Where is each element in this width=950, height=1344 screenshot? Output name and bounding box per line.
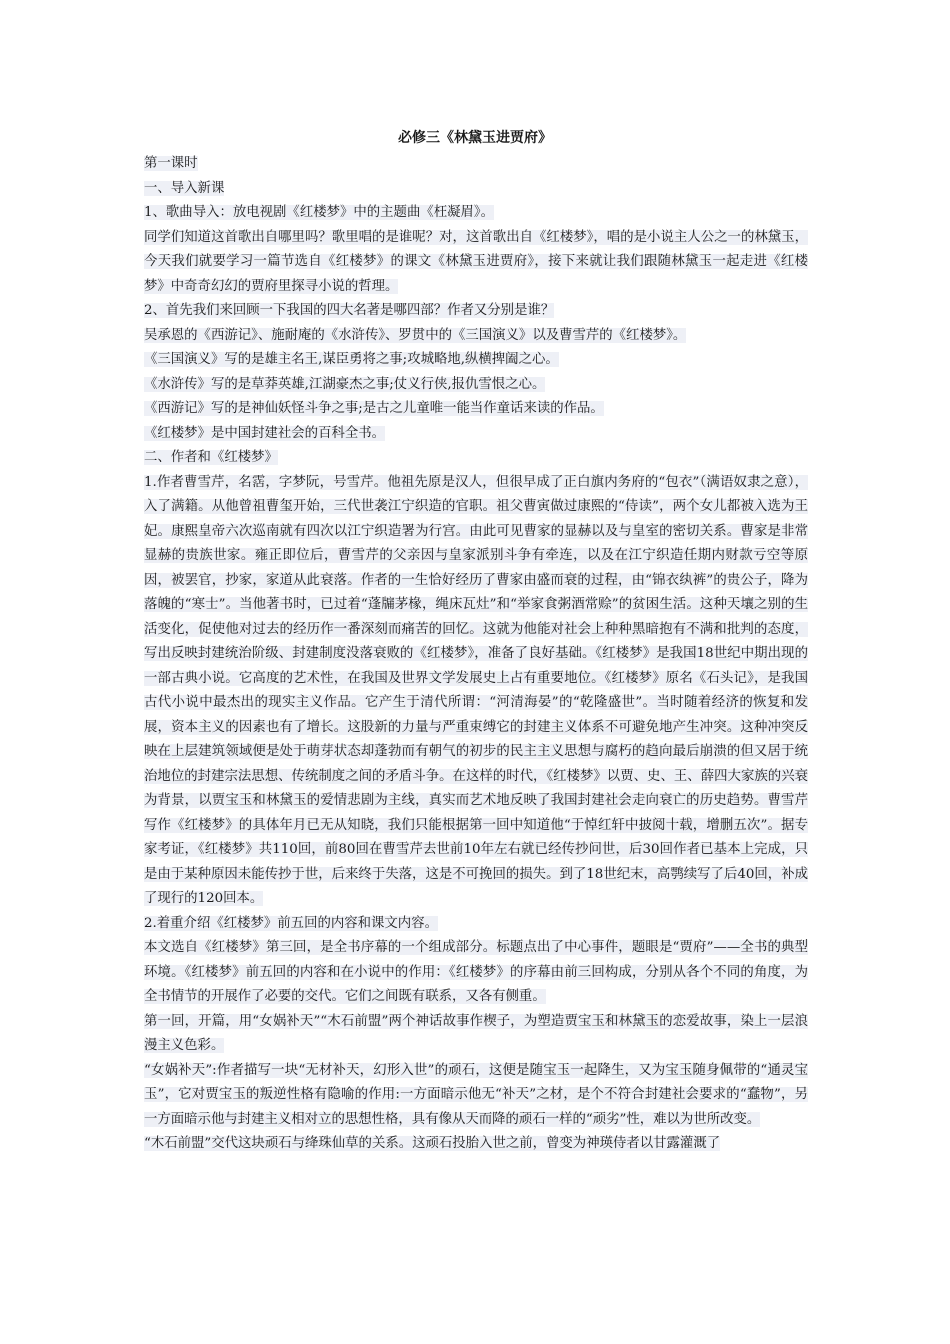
- section-heading-intro: 一、导入新课: [144, 180, 225, 196]
- body-line: 2、首先我们来回顾一下我国的四大名著是哪四部？作者又分别是谁？: [144, 303, 555, 318]
- document-body: [144, 152, 808, 1157]
- body-line: 《西游记》写的是神仙妖怪斗争之事;是古之儿童唯一能当作童话来读的作品。: [144, 401, 604, 416]
- body-paragraph: 第一回，开篇，用“女娲补天”“木石前盟”两个神话故事作楔子，为塑造贾宝玉和林黛玉的恋爱故事，染上一层浪漫主义色彩。: [144, 1013, 808, 1053]
- body-line: 《红楼梦》是中国封建社会的百科全书。: [144, 425, 386, 441]
- body-paragraph: “女娲补天”:作者描写一块“无材补天，幻形入世”的顽石，这便是随宝玉一起降生，又为宝玉随身佩带的“通灵宝玉”，它对贾宝玉的叛逆性格有隐喻的作用:一方面暗示他无“补天”之材，是个不符合封建社会要求的“蠢物”，另一方面暗示他与封建主义相对立的思想性格，具有像从天而降的顽石一样的“顽劣”性，难以为世所改变。: [144, 1062, 808, 1127]
- section-heading-author: 二、作者和《红楼梦》: [144, 450, 278, 465]
- document-title: 必修三《林黛玉进贾府》: [398, 130, 552, 146]
- body-paragraph: 同学们知道这首歌出自哪里吗？歌里唱的是谁呢？对，这首歌出自《红楼梦》，唱的是小说主人公之一的林黛玉，今天我们就要学习一篇节选自《红楼梦》的课文《林黛玉进贾府》，接下来就让我们跟随林黛玉一起走进《红楼梦》中奇奇幻幻的贾府里探寻小说的哲理。: [144, 229, 808, 294]
- body-line: 1、歌曲导入：放电视剧《红楼梦》中的主题曲《枉凝眉》。: [144, 205, 494, 220]
- body-paragraph: 本文选自《红楼梦》第三回，是全书序幕的一个组成部分。标题点出了中心事件，题眼是“贾府”——全书的典型环境。《红楼梦》前五回的内容和在小说中的作用：《红楼梦》的序幕由前三回构成，分别从各个不同的角度，为全书情节的开展作了必要的交代。它们之间既有联系，又各有侧重。: [144, 940, 808, 1004]
- body-line: 吴承恩的《西游记》、施耐庵的《水浒传》、罗贯中的《三国演义》以及曹雪芹的《红楼梦》。: [144, 327, 687, 343]
- body-paragraph: “木石前盟”交代这块顽石与绛珠仙草的关系。这顽石投胎入世之前，曾变为神瑛侍者以甘露灌溉了: [144, 1136, 721, 1151]
- body-line: 2.着重介绍《红楼梦》前五回的内容和课文内容。: [144, 915, 438, 931]
- section-heading-lesson: 第一课时: [144, 156, 198, 171]
- body-line: 《三国演义》写的是雄主名王,谋臣勇将之事;攻城略地,纵横捭阖之心。: [144, 352, 559, 367]
- body-line: 《水浒传》写的是草莽英雄,江湖豪杰之事;仗义行侠,报仇雪恨之心。: [144, 376, 546, 392]
- body-paragraph: 1.作者曹雪芹，名霑，字梦阮，号雪芹。他祖先原是汉人，但很早成了正白旗内务府的“包衣”（满语奴隶之意），入了满籍。从他曾祖曹玺开始，三代世袭江宁织造的官职。祖父曹寅做过康熙的“侍读”，两个女儿都被入选为王妃。康熙皇帝六次巡南就有四次以江宁织造署为行宫。由此可见曹家的显赫以及与皇室的密切关系。曹家是非常显赫的贵族世家。雍正即位后，曹雪芹的父亲因与皇家派别斗争有牵连，以及在江宁织造任期内财款亏空等原因，被罢官，抄家，家道从此衰落。作者的一生恰好经历了曹家由盛而衰的过程，由“锦衣纨裤”的贵公子，降为落魄的“寒士”。当他著书时，已过着“蓬牖茅椽，绳床瓦灶”和“举家食粥酒常赊”的贫困生活。这种天壤之别的生活变化，促使他对过去的经历作一番深刻而痛苦的回忆。这就为他能对社会上种种黑暗抱有不满和批判的态度，写出反映封建统治阶级、封建制度没落衰败的《红楼梦》，准备了良好基础。《红楼梦》是我国18世纪中期出现的一部古典小说。它高度的艺术性，在我国及世界文学发展史上占有重要地位。《红楼梦》原名《石头记》，是我国古代小说中最杰出的现实主义作品。它产生于清代所谓：“河清海晏”的“乾隆盛世”。当时随着经济的恢复和发展，资本主义的因素也有了增长。这股新的力量与严重束缚它的封建主义体系不可避免地产生冲突。这种冲突反映在上层建筑领域便是处于萌芽状态却蓬勃而有朝气的初步的民主主义思想与腐朽的趋向最后崩溃的但又居于统治地位的封建宗法思想、传统制度之间的矛盾斗争。在这样的时代，《红楼梦》以贾、史、王、薛四大家族的兴衰为背景，以贾宝玉和林黛玉的爱情悲剧为主线，真实而艺术地反映了我国封建社会走向衰亡的历史趋势。曹雪芹写作《红楼梦》的具体年月已无从知晓，我们只能根据第一回中知道他“于悼红轩中披阅十载，增删五次”。据专家考证，《红楼梦》共110回，前80回在曹雪芹去世前10年左右就已经传抄问世，后30回作者已基本上完成，只是由于某种原因未能传抄于世，后来终于失落，这是不可挽回的损失。到了18世纪末，高鹗续写了后40回，补成了现行的120回本。: [144, 474, 808, 906]
